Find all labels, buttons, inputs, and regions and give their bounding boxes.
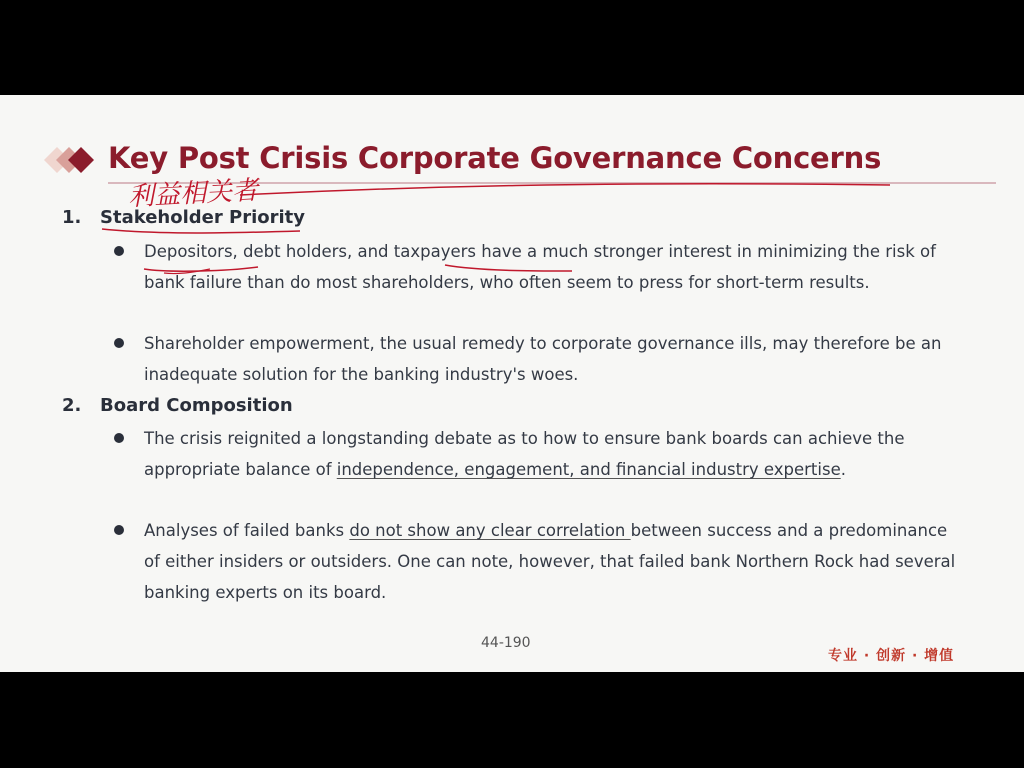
- bullet-text-underlined: independence, engagement, and financial industry expertise: [336, 460, 841, 479]
- footer-tagline: 专业 · 创新 · 增值: [828, 648, 955, 664]
- slide-title: Key Post Crisis Corporate Governance Concerns: [108, 141, 882, 175]
- section-number: 1.: [62, 207, 82, 228]
- handwritten-annotation: 利益相关者: [127, 175, 259, 213]
- bullet-dot-icon: [114, 433, 124, 443]
- section-heading-text: Stakeholder Priority: [100, 207, 305, 228]
- bullet-text: between success and a predominance of either insiders or outsiders. One can note, however, that failed bank Northern Rock had several banking experts on its board.: [144, 521, 956, 602]
- slide: [0, 95, 1024, 672]
- section-heading-text: Board Composition: [100, 395, 293, 416]
- bullet-text: Depositors, debt holders, and taxpayers have a much stronger interest in minimizing the risk of bank failure than do most shareholders, who often seem to press for short-term results.: [144, 242, 936, 292]
- bullet-text: Shareholder empowerment, the usual remedy to corporate governance ills, may therefore be an inadequate solution for the banking industry's woes.: [144, 334, 942, 384]
- bullet-text: .: [840, 460, 846, 479]
- bullet-text: The crisis reignited a longstanding debate as to how to ensure bank boards can achieve the appropriate balance of: [144, 429, 905, 479]
- section-heading-board-composition: [62, 395, 293, 416]
- section-heading-stakeholder-priority: [62, 207, 305, 228]
- bullet-text-underlined: do not show any clear correlation: [349, 521, 631, 540]
- title-diamonds-icon: [28, 143, 100, 177]
- bullet-dot-icon: [114, 525, 124, 535]
- bullet-item: [144, 515, 964, 608]
- bullet-item: [144, 236, 964, 298]
- bullet-dot-icon: [114, 338, 124, 348]
- bullet-item: [144, 423, 964, 485]
- bullet-item: [144, 328, 964, 390]
- page-number: 44-190: [481, 635, 531, 651]
- bullet-text: Analyses of failed banks: [144, 521, 350, 540]
- section-number: 2.: [62, 395, 82, 416]
- bullet-dot-icon: [114, 246, 124, 256]
